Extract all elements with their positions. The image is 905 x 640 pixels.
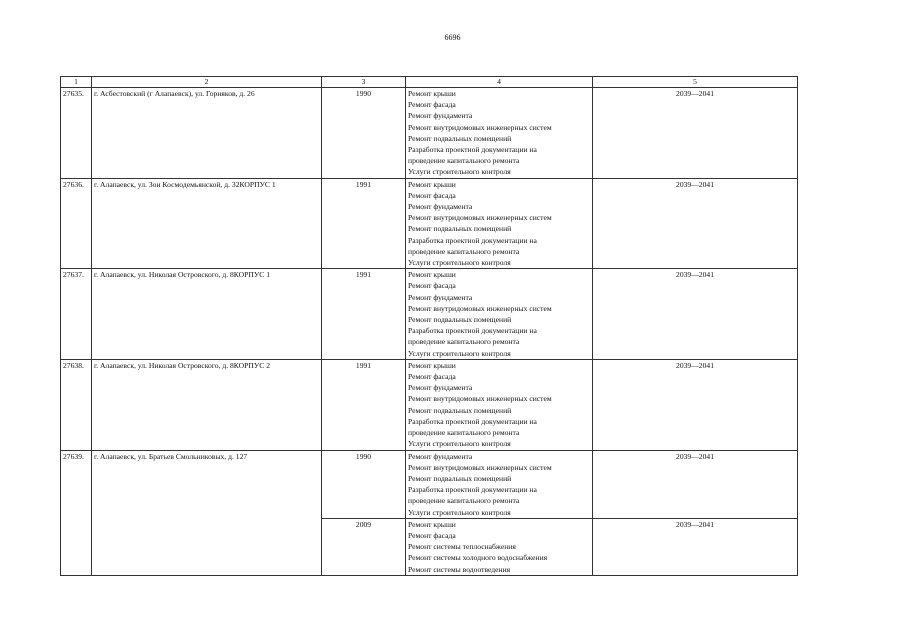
repair-work-item: Услуги строительного контроля — [408, 439, 511, 449]
row-number: 27637. — [61, 269, 92, 360]
column-header: 5 — [593, 77, 798, 88]
table-row — [61, 450, 798, 518]
repair-work-item: Ремонт фасада — [408, 372, 456, 382]
row-number: 27639. — [61, 450, 92, 575]
repair-works-list — [406, 518, 593, 575]
planned-period: 2039—2041 — [593, 359, 798, 450]
repair-work-item: проведение капитального ремонта — [408, 246, 520, 256]
planned-period: 2039—2041 — [593, 88, 798, 179]
row-number: 27636. — [61, 178, 92, 269]
repair-works-list — [406, 359, 593, 450]
repair-work-item: Ремонт фундамента — [408, 451, 473, 461]
repair-works-list — [406, 450, 593, 518]
repair-work-item: Ремонт внутридомовых инженерных систем — [408, 394, 552, 404]
table-row — [61, 88, 798, 179]
repair-work-item: Ремонт подвальных помещений — [408, 473, 512, 483]
repair-work-item: проведение капитального ремонта — [408, 156, 520, 166]
repair-work-item: Ремонт подвальных помещений — [408, 405, 512, 415]
build-year: 1991 — [322, 359, 406, 450]
row-number: 27635. — [61, 88, 92, 179]
repair-work-item: Ремонт системы теплоснабжения — [408, 542, 516, 552]
repair-work-item: проведение капитального ремонта — [408, 496, 520, 506]
build-year: 1990 — [322, 88, 406, 179]
repair-work-item: Ремонт фундамента — [408, 383, 473, 393]
building-address: г. Алапаевск, ул. Николая Островского, д. 8КОРПУС 2 — [92, 359, 322, 450]
building-address: г. Алапаевск, ул. Братьев Смольниковых, д. 127 — [92, 450, 322, 575]
planned-period: 2039—2041 — [593, 269, 798, 360]
repair-work-item: проведение капитального ремонта — [408, 337, 520, 347]
repair-work-item: Ремонт крыши — [408, 519, 456, 529]
repair-work-item: Ремонт подвальных помещений — [408, 315, 512, 325]
build-year: 1991 — [322, 269, 406, 360]
table-row — [61, 269, 798, 360]
repair-work-item: Ремонт фасада — [408, 100, 456, 110]
building-address: г. Асбестовский (г Алапаевск), ул. Горняков, д. 26 — [92, 88, 322, 179]
repair-works-list — [406, 178, 593, 269]
repair-work-item: Ремонт фасада — [408, 281, 456, 291]
repair-work-item: Ремонт крыши — [408, 179, 456, 189]
repair-works-list — [406, 88, 593, 179]
repair-work-item: Ремонт подвальных помещений — [408, 224, 512, 234]
column-number-row — [61, 77, 798, 88]
planned-period: 2039—2041 — [593, 178, 798, 269]
table-row — [61, 178, 798, 269]
repair-work-item: Разработка проектной документации на — [408, 416, 537, 426]
repair-work-item: Услуги строительного контроля — [408, 348, 511, 358]
repair-work-item: Ремонт крыши — [408, 270, 456, 280]
column-header: 2 — [92, 77, 322, 88]
page-number: 6696 — [444, 33, 461, 42]
table-body — [61, 88, 798, 576]
repair-work-item: Ремонт внутридомовых инженерных систем — [408, 213, 552, 223]
build-year: 2009 — [322, 518, 406, 575]
repair-work-item: Ремонт внутридомовых инженерных систем — [408, 462, 552, 472]
repair-work-item: Ремонт крыши — [408, 89, 456, 98]
repair-work-item: Ремонт фундамента — [408, 292, 473, 302]
repair-work-item: Ремонт внутридомовых инженерных систем — [408, 303, 552, 313]
repair-work-item: Услуги строительного контроля — [408, 258, 511, 268]
build-year: 1991 — [322, 178, 406, 269]
repair-work-item: Ремонт системы холодного водоснабжения — [408, 553, 548, 563]
building-address: г. Алапаевск, ул. Зои Космодемьянской, д. 32КОРПУС 1 — [92, 178, 322, 269]
repair-work-item: Ремонт фундамента — [408, 202, 473, 212]
table-row — [61, 359, 798, 450]
repair-work-item: Ремонт крыши — [408, 360, 456, 370]
repair-work-item: Разработка проектной документации на — [408, 145, 537, 155]
repair-work-item: Разработка проектной документации на — [408, 326, 537, 336]
repair-work-item: Разработка проектной документации на — [408, 485, 537, 495]
repair-works-list — [406, 269, 593, 360]
planned-period: 2039—2041 — [593, 518, 798, 575]
register-table — [60, 76, 798, 576]
repair-work-item: Ремонт внутридомовых инженерных систем — [408, 122, 552, 132]
repair-work-item: Разработка проектной документации на — [408, 235, 537, 245]
repair-work-item: Услуги строительного контроля — [408, 167, 511, 177]
column-header: 3 — [322, 77, 406, 88]
building-address: г. Алапаевск, ул. Николая Островского, д. 8КОРПУС 1 — [92, 269, 322, 360]
build-year: 1990 — [322, 450, 406, 518]
row-number: 27638. — [61, 359, 92, 450]
repair-work-item: проведение капитального ремонта — [408, 428, 520, 438]
repair-work-item: Ремонт фасада — [408, 530, 456, 540]
repair-work-item: Услуги строительного контроля — [408, 507, 511, 517]
repair-work-item: Ремонт фундамента — [408, 111, 473, 121]
repair-work-item: Ремонт подвальных помещений — [408, 133, 512, 143]
planned-period: 2039—2041 — [593, 450, 798, 518]
column-header: 4 — [406, 77, 593, 88]
repair-work-item: Ремонт фасада — [408, 190, 456, 200]
repair-work-item: Ремонт системы водоотведения — [408, 564, 511, 574]
column-header: 1 — [61, 77, 92, 88]
